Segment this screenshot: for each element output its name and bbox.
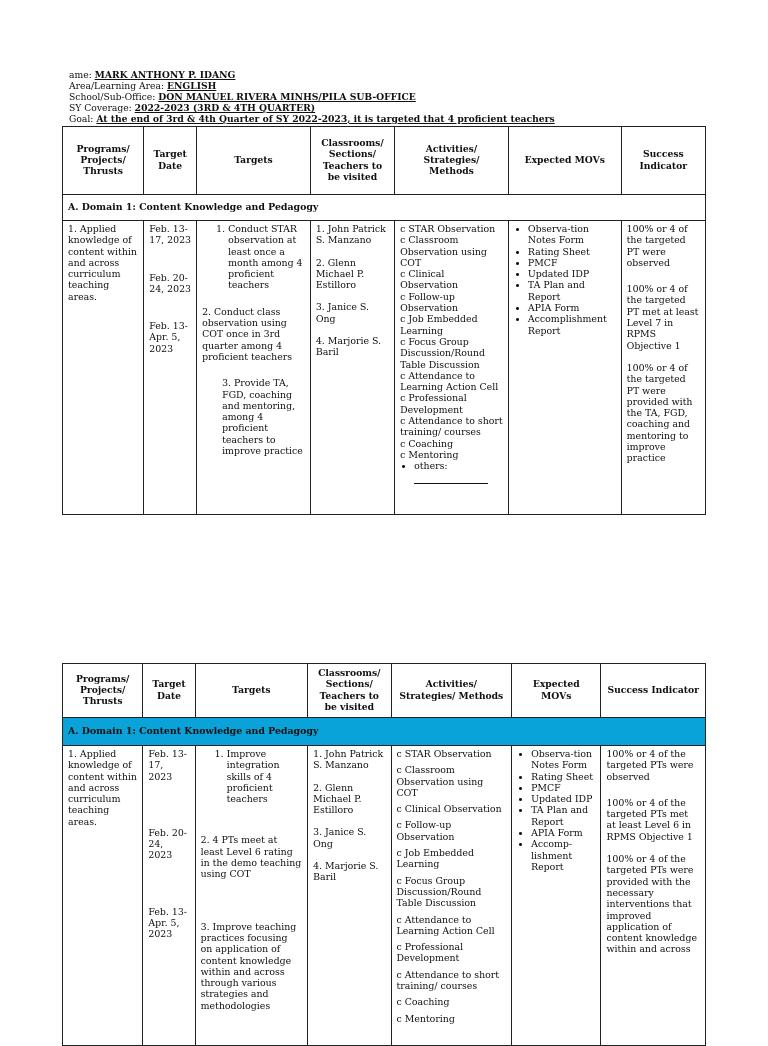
teacher-name: MARK ANTHONY P. IDANG xyxy=(94,70,236,81)
domain-row xyxy=(63,718,706,746)
col-header-success: Success Indicator xyxy=(621,127,705,195)
sy-line: SY Coverage: 2022-2023 (3RD & 4TH QUARTER) xyxy=(69,103,316,114)
program-cell: 1. Applied knowledge of content within and across curriculum teaching areas. xyxy=(63,746,143,1046)
success-indicator-cell: 100% or 4 of the targeted PTs were observed 100% or 4 of the targeted PTs met at least Level 6 in RPMS Objective 1 100% or 4 of the targeted PTs were provided with the necessary interventions that improved application of content knowledge within and across xyxy=(601,746,706,1046)
col-header-target-date: Target Date xyxy=(143,664,195,718)
name-line: ame: MARK ANTHONY P. IDANG xyxy=(69,70,236,81)
col-header-activities: Activities/ Strategies/ Methods xyxy=(395,127,509,195)
table-header-row xyxy=(63,127,706,195)
success-indicator-cell: 100% or 4 of the targeted PT were observed 100% or 4 of the targeted PT met at least Level 7 in RPMS Objective 1 100% or 4 of the targeted PT were provided with the TA, FGD, coaching and mentoring to improve practice xyxy=(621,221,705,515)
col-header-movs: Expected MOVs xyxy=(512,664,601,718)
table-row xyxy=(63,221,706,515)
col-header-targets: Targets xyxy=(197,127,311,195)
plan-table-2 xyxy=(62,663,706,1046)
col-header-programs: Programs/ Projects/ Thrusts xyxy=(63,664,143,718)
goal-line: Goal: At the end of 3rd & 4th Quarter of SY 2022-2023, it is targeted that 4 proficient teachers xyxy=(69,114,555,125)
goal-text: At the end of 3rd & 4th Quarter of SY 2022-2023, it is targeted that 4 proficient teachers xyxy=(96,114,555,125)
area-line: Area/Learning Area: ENGLISH xyxy=(69,81,217,92)
targets-cell: 1. Improve integration skills of 4 proficient teachers 2. 4 PTs meet at least Level 6 rating in the demo teaching using COT 3. Improve teaching practices focusing on application of content knowledge within and across through various strategies and methodologies xyxy=(195,746,308,1046)
activities-cell: c STAR Observation c Classroom Observation using COT c Clinical Observation c Follow-up Observation c Job Embedded Learning c Focus Group Discussion/Round Table Discussion c Attendance to Learning Action Cell c Professional Development c Attendance to short training/ courses c Coaching c Mentoring • others: xyxy=(395,221,509,515)
targets-cell: 1. Conduct STAR observation at least once a month among 4 proficient teachers 2. Conduct class observation using COT once in 3rd quarter among 4 proficient teachers 3. Provide TA, FGD, coaching and mentoring, among 4 proficient teachers to improve practice xyxy=(197,221,311,515)
movs-cell: • Observa-tion Notes Form • Rating Sheet • PMCF • Updated IDP • TA Plan and Report • APIA Form • Accomp-lishment Report xyxy=(512,746,601,1046)
sy-coverage: 2022-2023 (3RD & 4TH QUARTER) xyxy=(134,103,316,114)
activities-cell: c STAR Observation c Classroom Observation using COT c Clinical Observation c Follow-up Observation c Job Embedded Learning c Focus Group Discussion/Round Table Discussion c Attendance to Learning Action Cell c Professional Development c Attendance to short training/ courses c Coaching c Mentoring xyxy=(391,746,512,1046)
col-header-target-date: Target Date xyxy=(144,127,197,195)
col-header-targets: Targets xyxy=(195,664,308,718)
col-header-classrooms: Classrooms/ Sections/ Teachers to be visited xyxy=(308,664,391,718)
program-cell: 1. Applied knowledge of content within and across curriculum teaching areas. xyxy=(63,221,144,515)
domain-label: A. Domain 1: Content Knowledge and Pedagogy xyxy=(63,195,706,221)
teachers-cell: 1. John Patrick S. Manzano 2. Glenn Michael P. Estilloro 3. Janice S. Ong 4. Marjorie S. Baril xyxy=(310,221,394,515)
table-header-row xyxy=(63,664,706,718)
table-row xyxy=(63,746,706,1046)
school-line: School/Sub-Office: DON MANUEL RIVERA MINHS/PILA SUB-OFFICE xyxy=(69,92,416,103)
domain-label: A. Domain 1: Content Knowledge and Pedagogy xyxy=(63,718,706,746)
col-header-programs: Programs/ Projects/ Thrusts xyxy=(63,127,144,195)
plan-table-1 xyxy=(62,126,706,515)
target-date-cell: Feb. 13-17, 2023 Feb. 20-24, 2023 Feb. 13- Apr. 5, 2023 xyxy=(144,221,197,515)
learning-area: ENGLISH xyxy=(166,81,217,92)
school-name: DON MANUEL RIVERA MINHS/PILA SUB-OFFICE xyxy=(158,92,416,103)
document-header xyxy=(69,70,555,125)
domain-row xyxy=(63,195,706,221)
col-header-movs: Expected MOVs xyxy=(508,127,621,195)
target-date-cell: Feb. 13-17, 2023 Feb. 20-24, 2023 Feb. 13- Apr. 5, 2023 xyxy=(143,746,195,1046)
others-blank-line xyxy=(414,473,488,484)
col-header-activities: Activities/ Strategies/ Methods xyxy=(391,664,512,718)
movs-cell: • Observa-tion Notes Form • Rating Sheet • PMCF • Updated IDP • TA Plan and Report • APIA Form • Accomplishment Report xyxy=(508,221,621,515)
col-header-classrooms: Classrooms/ Sections/ Teachers to be visited xyxy=(310,127,394,195)
teachers-cell: 1. John Patrick S. Manzano 2. Glenn Michael P. Estilloro 3. Janice S. Ong 4. Marjorie S. Baril xyxy=(308,746,391,1046)
col-header-success: Success Indicator xyxy=(601,664,706,718)
